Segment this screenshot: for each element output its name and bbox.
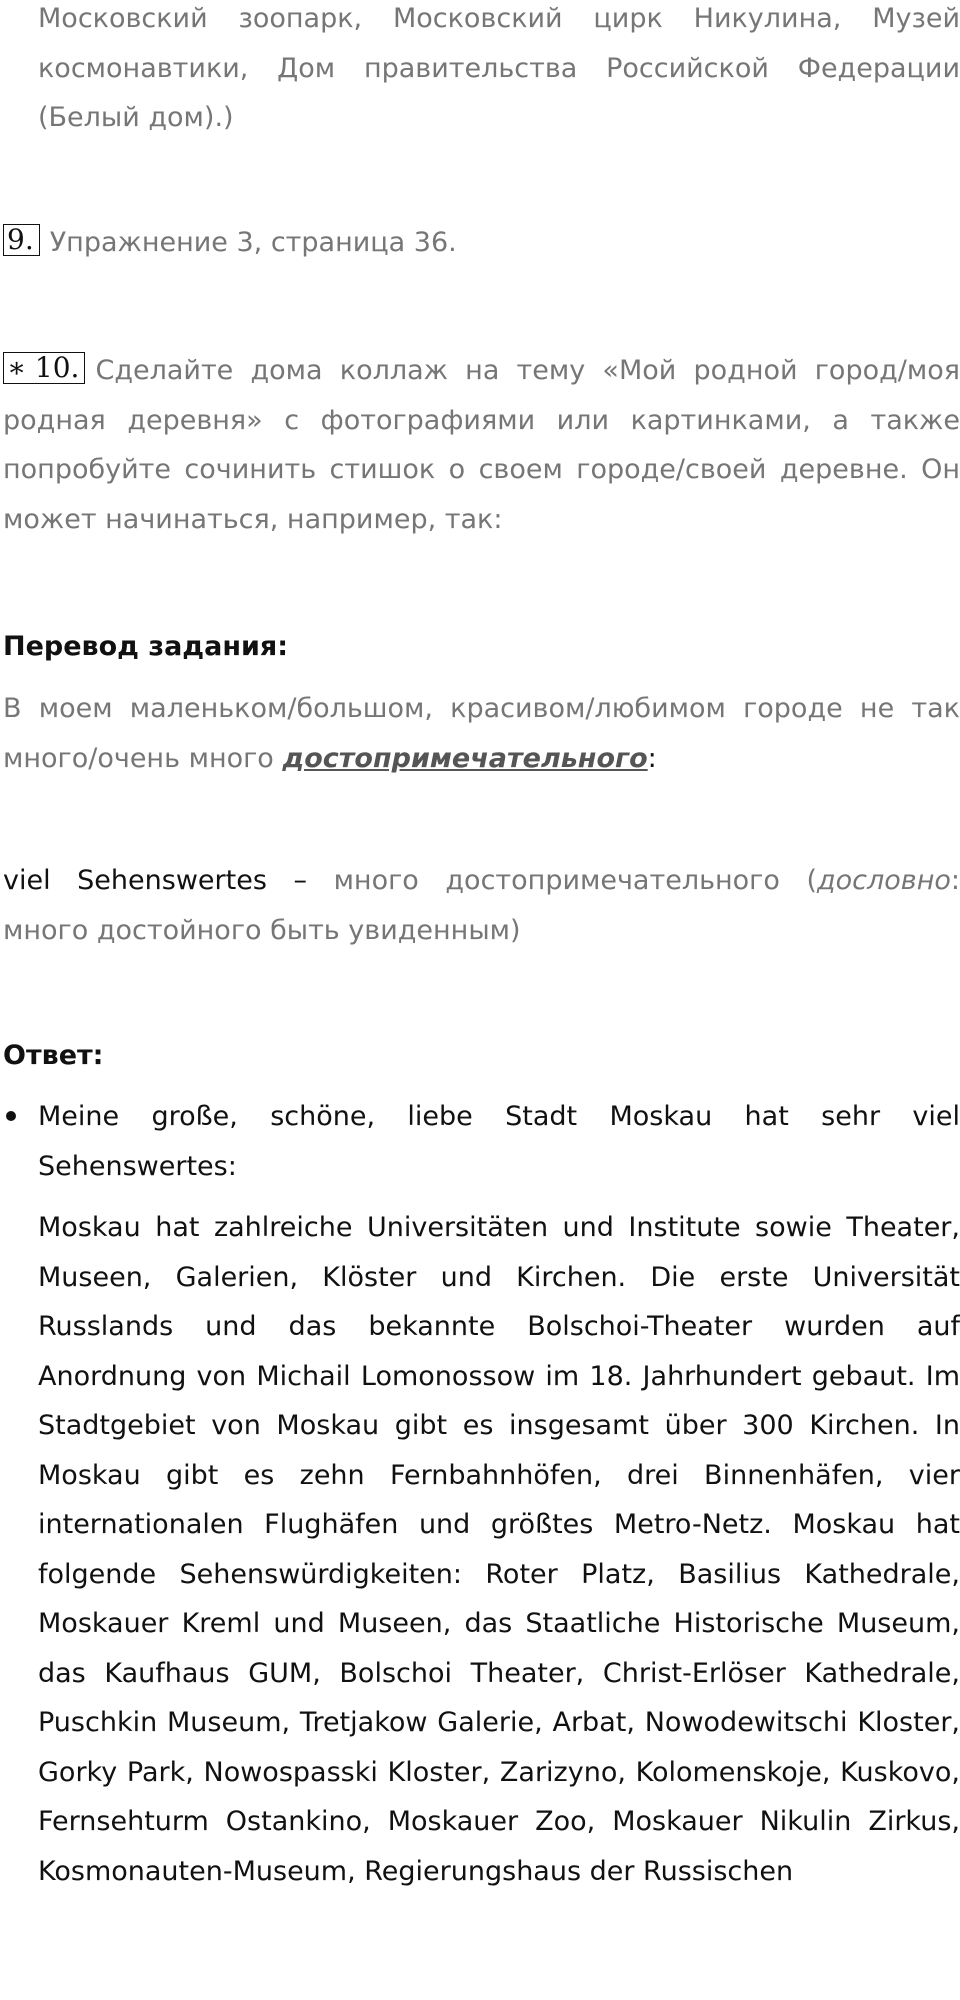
translation-colon: : bbox=[647, 742, 657, 774]
task-10-text: Сделайте дома коллаж на тему «Мой родной город/моя родная деревня» с фотографиями или картинками, а также попробуйте сочинить стишок о своем городе/своей деревне. Он может начинаться, например, так: bbox=[3, 355, 960, 535]
vocab-literal-label: дословно bbox=[816, 865, 951, 896]
bullet-icon bbox=[6, 1111, 16, 1121]
task-9-text: Упражнение 3, страница 36. bbox=[49, 227, 457, 258]
translation-paragraph bbox=[3, 684, 960, 783]
task-10-number: ∗ 10. bbox=[3, 352, 85, 384]
answer-paragraph: Moskau hat zahlreiche Universitäten und Institute sowie Theater, Museen, Galerien, Klöster und Kirchen. Die erste Universität Russlands und das bekannte Bolschoi-Theater wurden auf Anordnung von Michail Lomonossow im 18. Jahrhundert gebaut. Im Stadtgebiet von Moskau gibt es insgesamt über 300 Kirchen. In Moskau gibt es zehn Fernbahnhöfen, drei Binnenhäfen, vier internationalen Flughäfen und größtes Metro-Netz. Moskau hat folgende Sehenswürdigkeiten: Roter Platz, Basilius Kathedrale, Moskauer Kreml und Museen, das Staatliche Historische Museum, das Kaufhaus GUM, Bolschoi Theater, Christ-Erlöser Kathedrale, Puschkin Museum, Tretjakow Galerie, Arbat, Nowodewitschi Kloster, Gorky Park, Nowospasski Kloster, Zarizyno, Kolomenskoje, Kuskovo, Fernsehturm Ostankino, Moskauer Zoo, Moskauer Nikulin Zirkus, Kosmonauten-Museum, Regierungshaus der Russischen bbox=[38, 1212, 960, 1887]
vocab-meaning: много достопримечательного ( bbox=[333, 865, 817, 896]
task-9 bbox=[3, 218, 943, 268]
translation-text: В моем маленьком/большом, красивом/любимом городе не так много/очень много bbox=[3, 693, 960, 774]
translation-heading: Перевод задания: bbox=[3, 631, 289, 662]
task-10 bbox=[3, 346, 960, 544]
vocab-term: viel Sehenswertes bbox=[3, 865, 267, 896]
intro-tail-paragraph: Московский зоопарк, Московский цирк Никулина, Музей космонавтики, Дом правительства Российской Федерации (Белый дом).) bbox=[38, 3, 960, 133]
task-9-number: 9. bbox=[3, 224, 40, 256]
vocab-literal-text: : много достойного быть увиденным) bbox=[3, 865, 960, 946]
answer-heading: Ответ: bbox=[3, 1040, 104, 1071]
vocab-dash: – bbox=[266, 865, 334, 896]
answer-bullet-line: Meine große, schöne, liebe Stadt Moskau hat sehr viel Sehenswertes: bbox=[38, 1101, 960, 1182]
translation-keyword: достопримечательного bbox=[282, 742, 648, 774]
vocab-entry bbox=[3, 856, 960, 955]
